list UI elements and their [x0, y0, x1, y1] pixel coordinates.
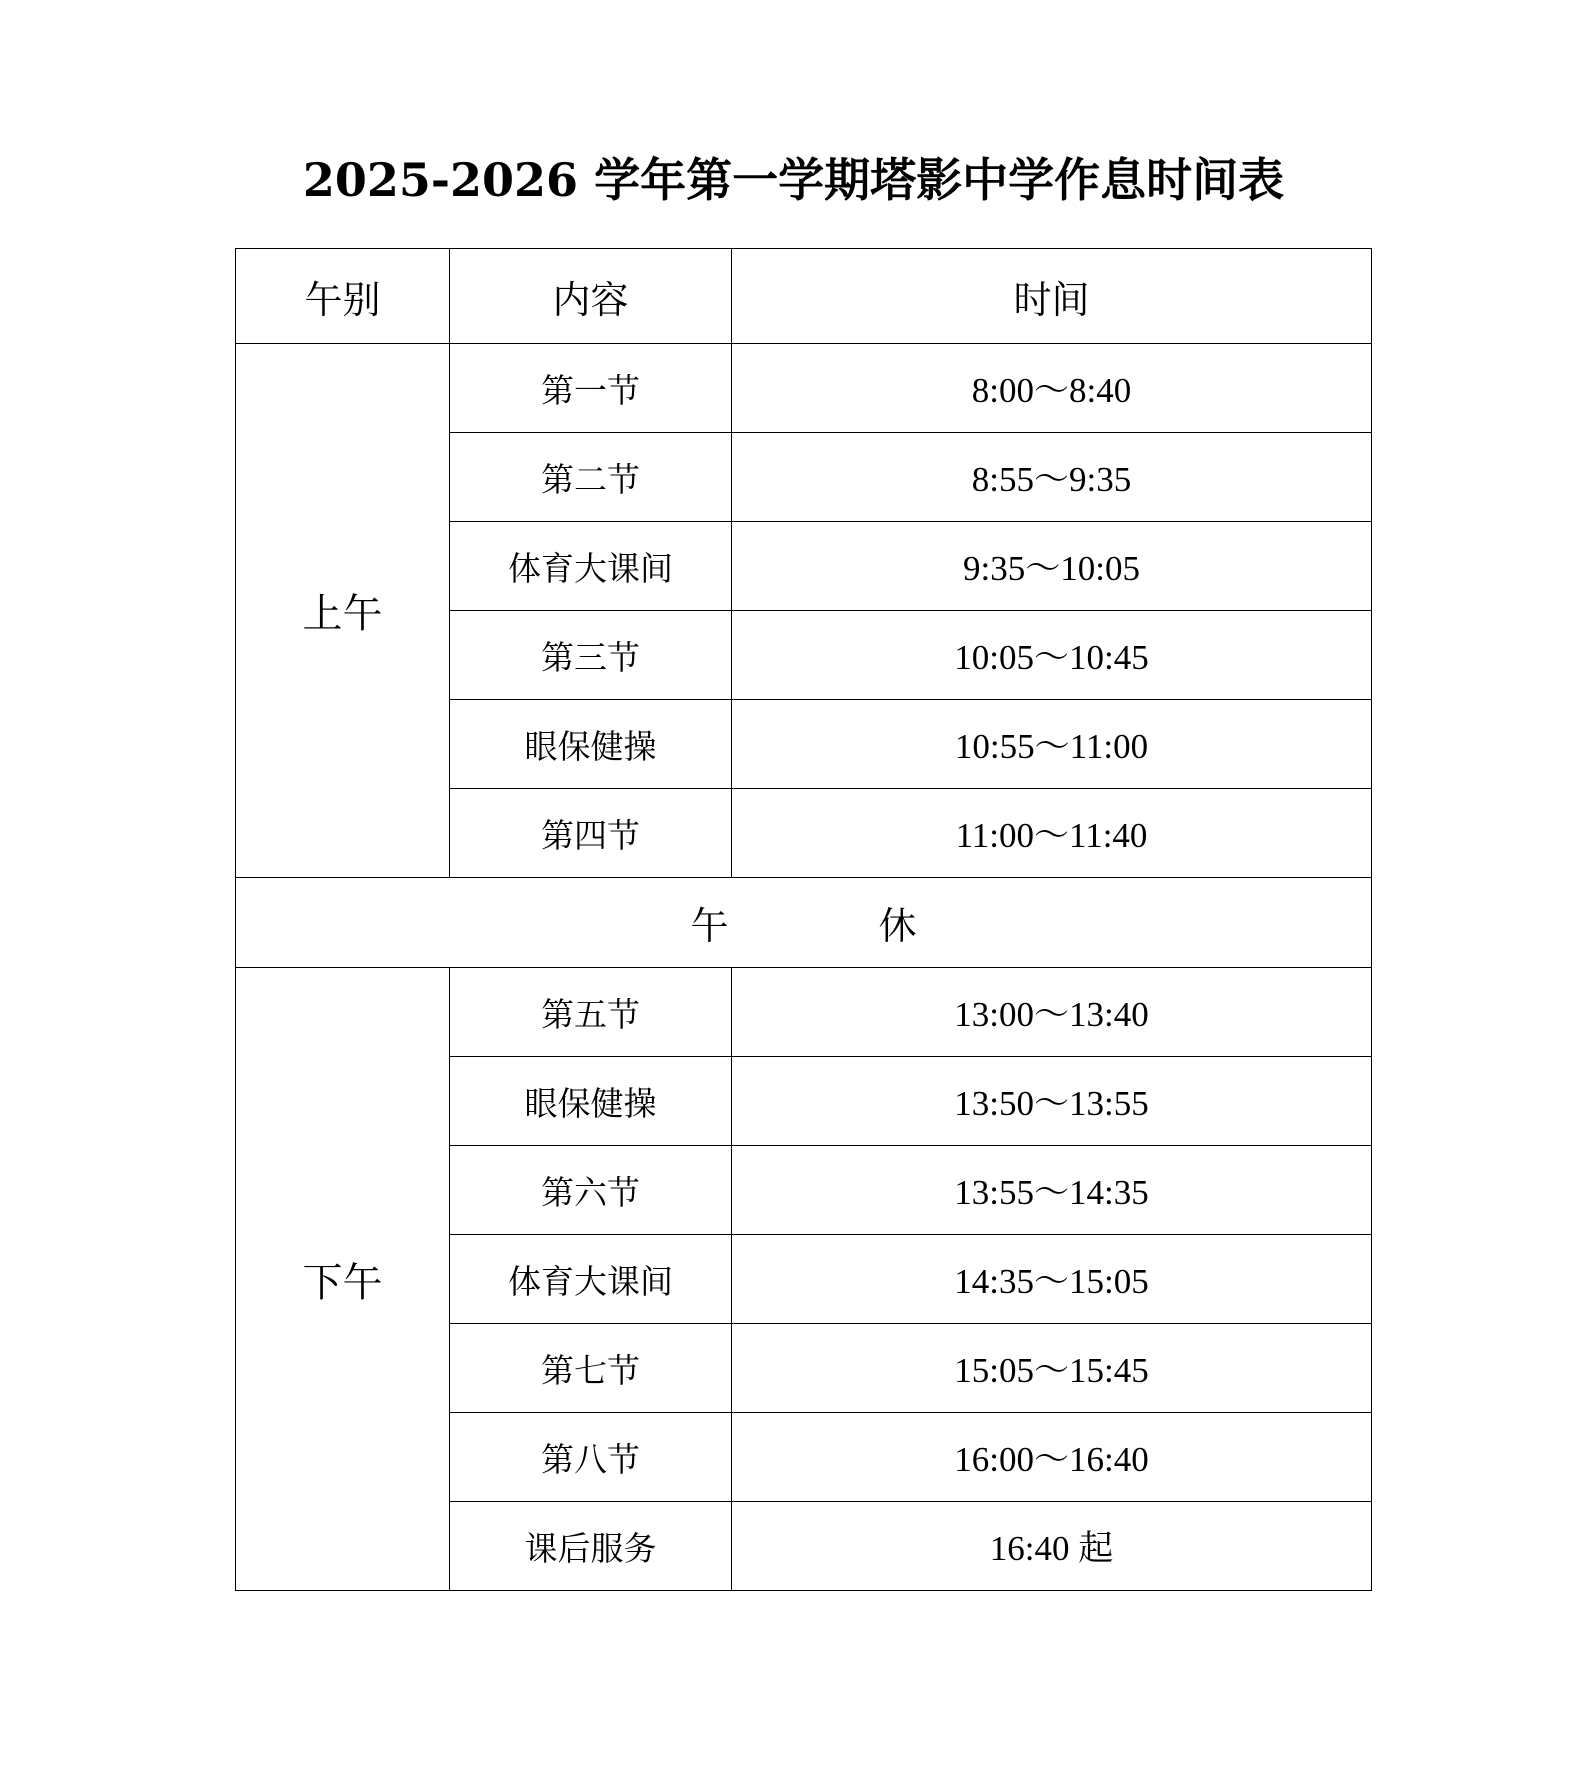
table-row	[236, 344, 1372, 433]
time-cell: 15:05～15:45	[732, 1324, 1372, 1413]
content-cell: 第五节	[450, 968, 732, 1057]
noon-break-row	[236, 878, 1372, 968]
time-cell: 16:00～16:40	[732, 1413, 1372, 1502]
content-cell: 体育大课间	[450, 1235, 732, 1324]
time-cell: 13:00～13:40	[732, 968, 1372, 1057]
page-title: 2025-2026 学年第一学期塔影中学作息时间表	[302, 153, 1285, 207]
noon-char-2: 休	[878, 904, 917, 948]
noon-break-cell	[236, 878, 1372, 968]
content-cell: 第二节	[450, 433, 732, 522]
header-content: 内容	[450, 249, 732, 344]
content-cell: 第一节	[450, 344, 732, 433]
time-cell: 14:35～15:05	[732, 1235, 1372, 1324]
header-time: 时间	[732, 249, 1372, 344]
time-cell: 11:00～11:40	[732, 789, 1372, 878]
period-morning: 上午	[236, 344, 450, 878]
time-cell: 10:55～11:00	[732, 700, 1372, 789]
time-cell: 13:55～14:35	[732, 1146, 1372, 1235]
time-cell: 8:00～8:40	[732, 344, 1372, 433]
time-cell: 10:05～10:45	[732, 611, 1372, 700]
content-cell: 课后服务	[450, 1502, 732, 1591]
time-cell: 8:55～9:35	[732, 433, 1372, 522]
time-cell: 13:50～13:55	[732, 1057, 1372, 1146]
content-cell: 眼保健操	[450, 700, 732, 789]
content-cell: 第七节	[450, 1324, 732, 1413]
content-cell: 第四节	[450, 789, 732, 878]
content-cell: 眼保健操	[450, 1057, 732, 1146]
content-cell: 体育大课间	[450, 522, 732, 611]
schedule-table	[235, 248, 1372, 1591]
content-cell: 第三节	[450, 611, 732, 700]
table-row	[236, 968, 1372, 1057]
content-cell: 第六节	[450, 1146, 732, 1235]
content-cell: 第八节	[450, 1413, 732, 1502]
time-cell: 16:40 起	[732, 1502, 1372, 1591]
noon-char-1: 午	[690, 904, 729, 948]
header-period: 午别	[236, 249, 450, 344]
time-cell: 9:35～10:05	[732, 522, 1372, 611]
table-header-row	[236, 249, 1372, 344]
period-afternoon: 下午	[236, 968, 450, 1591]
